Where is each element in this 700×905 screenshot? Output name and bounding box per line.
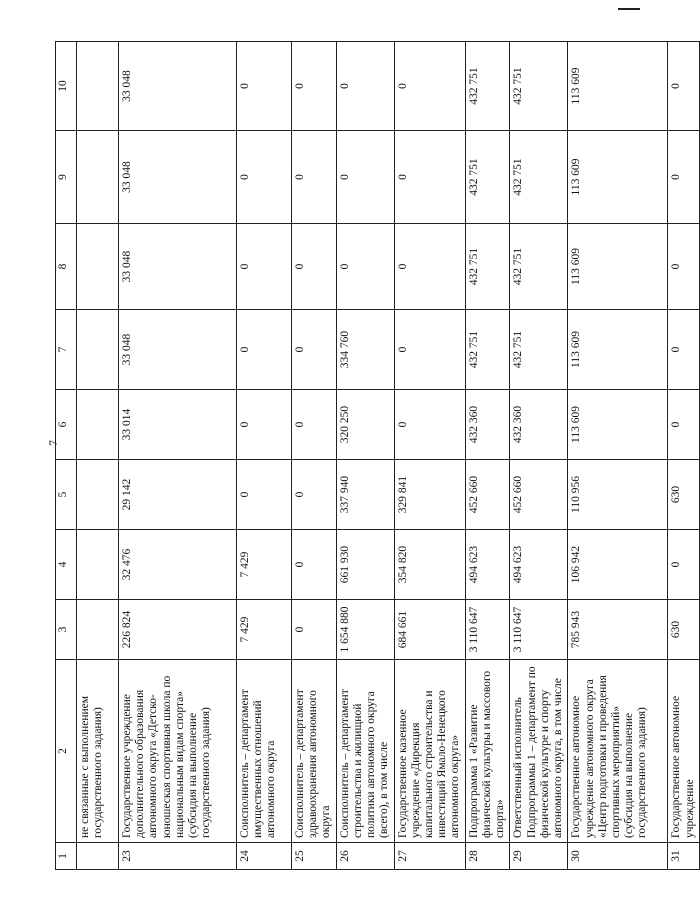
value-cell: 494 623	[465, 530, 510, 600]
value-cell: 0	[394, 42, 465, 131]
header-cell: 2	[56, 660, 77, 843]
value-cell: 0	[336, 224, 394, 310]
table-row	[292, 42, 337, 870]
value-cell: 3 110 647	[465, 600, 510, 660]
page-number: 7	[46, 440, 60, 446]
value-cell: 452 660	[465, 460, 510, 530]
table-row	[510, 42, 568, 870]
row-name-cell: Государственное учреждение дополнительного образования автономного округа «Детско-юношеская спортивная школа по национальным видам спорта» (субсидия на выполнение государственного задания)	[119, 660, 237, 843]
value-cell: 0	[237, 131, 292, 224]
value-cell: 329 841	[394, 460, 465, 530]
value-cell: 29 142	[119, 460, 237, 530]
value-cell: 113 609	[568, 131, 668, 224]
value-cell: 432 751	[465, 42, 510, 131]
header-cell: 3	[56, 600, 77, 660]
value-cell: 452 660	[510, 460, 568, 530]
value-cell: 33 048	[119, 42, 237, 131]
value-cell: 334 760	[336, 310, 394, 390]
value-cell: 0	[668, 224, 699, 310]
value-cell: 7 429	[237, 600, 292, 660]
value-cell	[77, 600, 119, 660]
value-cell: 0	[668, 530, 699, 600]
value-cell: 494 623	[510, 530, 568, 600]
row-number-cell	[77, 843, 119, 870]
header-cell: 5	[56, 460, 77, 530]
header-row	[56, 42, 77, 870]
value-cell: 32 476	[119, 530, 237, 600]
value-cell: 320 250	[336, 390, 394, 460]
row-number-cell: 27	[394, 843, 465, 870]
value-cell: 0	[237, 310, 292, 390]
header-cell: 6	[56, 390, 77, 460]
value-cell: 0	[668, 310, 699, 390]
value-cell	[77, 530, 119, 600]
value-cell: 661 930	[336, 530, 394, 600]
value-cell: 0	[237, 460, 292, 530]
value-cell: 630	[668, 600, 699, 660]
value-cell: 0	[336, 42, 394, 131]
value-cell: 113 609	[568, 310, 668, 390]
row-name-cell: Государственное автономное учреждение	[668, 660, 699, 843]
value-cell: 432 751	[465, 310, 510, 390]
value-cell	[77, 131, 119, 224]
row-number-cell: 24	[237, 843, 292, 870]
value-cell: 3 110 647	[510, 600, 568, 660]
value-cell: 432 360	[510, 390, 568, 460]
value-cell: 7 429	[237, 530, 292, 600]
value-cell: 432 751	[510, 131, 568, 224]
header-cell: 9	[56, 131, 77, 224]
table-row	[568, 42, 668, 870]
value-cell	[77, 42, 119, 131]
value-cell: 0	[292, 460, 337, 530]
value-cell: 106 942	[568, 530, 668, 600]
table-row	[119, 42, 237, 870]
value-cell	[77, 460, 119, 530]
value-cell: 0	[292, 600, 337, 660]
value-cell: 33 014	[119, 390, 237, 460]
table-row	[394, 42, 465, 870]
row-name-cell: Ответственный исполнитель Подпрограммы 1 – департамент по физической культуре и спорту автономного округа, в том числе	[510, 660, 568, 843]
header-cell: 7	[56, 310, 77, 390]
header-cell: 8	[56, 224, 77, 310]
value-cell: 432 751	[465, 131, 510, 224]
row-name-cell: Подпрограмма 1 «Развитие физической культуры и массового спорта»	[465, 660, 510, 843]
value-cell: 432 751	[510, 224, 568, 310]
value-cell: 684 661	[394, 600, 465, 660]
value-cell: 33 048	[119, 310, 237, 390]
header-cell: 4	[56, 530, 77, 600]
table-body	[56, 42, 700, 870]
value-cell: 432 751	[465, 224, 510, 310]
header-cell: 1	[56, 843, 77, 870]
budget-table	[55, 41, 700, 870]
value-cell: 0	[668, 131, 699, 224]
value-cell: 0	[292, 530, 337, 600]
row-number-cell: 31	[668, 843, 699, 870]
value-cell: 354 820	[394, 530, 465, 600]
value-cell: 0	[292, 310, 337, 390]
value-cell: 0	[394, 131, 465, 224]
value-cell	[77, 310, 119, 390]
value-cell: 110 956	[568, 460, 668, 530]
row-name-cell: Соисполнитель – департамент здравоохранения автономного округа	[292, 660, 337, 843]
table-row	[465, 42, 510, 870]
value-cell	[77, 224, 119, 310]
table-row	[77, 42, 119, 870]
value-cell: 0	[668, 42, 699, 131]
value-cell: 33 048	[119, 224, 237, 310]
row-name-cell: Государственное автономное учреждение автономного округа «Центр подготовки и проведения спортивных мероприятий» (субсидия на выполнение государственного задания)	[568, 660, 668, 843]
budget-table-container	[55, 42, 696, 870]
row-number-cell: 25	[292, 843, 337, 870]
value-cell: 0	[237, 390, 292, 460]
row-number-cell: 29	[510, 843, 568, 870]
value-cell: 0	[292, 131, 337, 224]
row-number-cell: 28	[465, 843, 510, 870]
value-cell: 0	[237, 224, 292, 310]
value-cell: 337 940	[336, 460, 394, 530]
row-number-cell: 23	[119, 843, 237, 870]
value-cell: 1 654 880	[336, 600, 394, 660]
value-cell: 0	[668, 390, 699, 460]
table-row	[237, 42, 292, 870]
value-cell: 0	[394, 310, 465, 390]
value-cell: 432 360	[465, 390, 510, 460]
value-cell: 432 751	[510, 310, 568, 390]
row-name-cell: не связанные с выполнением государственного задания)	[77, 660, 119, 843]
row-number-cell: 26	[336, 843, 394, 870]
row-name-cell: Государственное казенное учреждение «Дирекция капитального строительства и инвестиций Ямало-Ненецкого автономного округа»	[394, 660, 465, 843]
row-name-cell: Соисполнитель – департамент имущественных отношений автономного округа	[237, 660, 292, 843]
value-cell: 226 824	[119, 600, 237, 660]
value-cell: 0	[292, 42, 337, 131]
value-cell: 33 048	[119, 131, 237, 224]
value-cell: 113 609	[568, 42, 668, 131]
value-cell: 113 609	[568, 224, 668, 310]
value-cell: 785 943	[568, 600, 668, 660]
value-cell: 113 609	[568, 390, 668, 460]
value-cell: 432 751	[510, 42, 568, 131]
value-cell	[77, 390, 119, 460]
row-number-cell: 30	[568, 843, 668, 870]
value-cell: 0	[336, 131, 394, 224]
row-name-cell: Соисполнитель – департамент строительства и жилищной политики автономного округа (всего), в том числе	[336, 660, 394, 843]
value-cell: 630	[668, 460, 699, 530]
table-row	[668, 42, 699, 870]
edge-mark	[618, 8, 640, 10]
value-cell: 0	[292, 390, 337, 460]
value-cell: 0	[394, 390, 465, 460]
value-cell: 0	[237, 42, 292, 131]
value-cell: 0	[292, 224, 337, 310]
table-row	[336, 42, 394, 870]
header-cell: 10	[56, 42, 77, 131]
value-cell: 0	[394, 224, 465, 310]
